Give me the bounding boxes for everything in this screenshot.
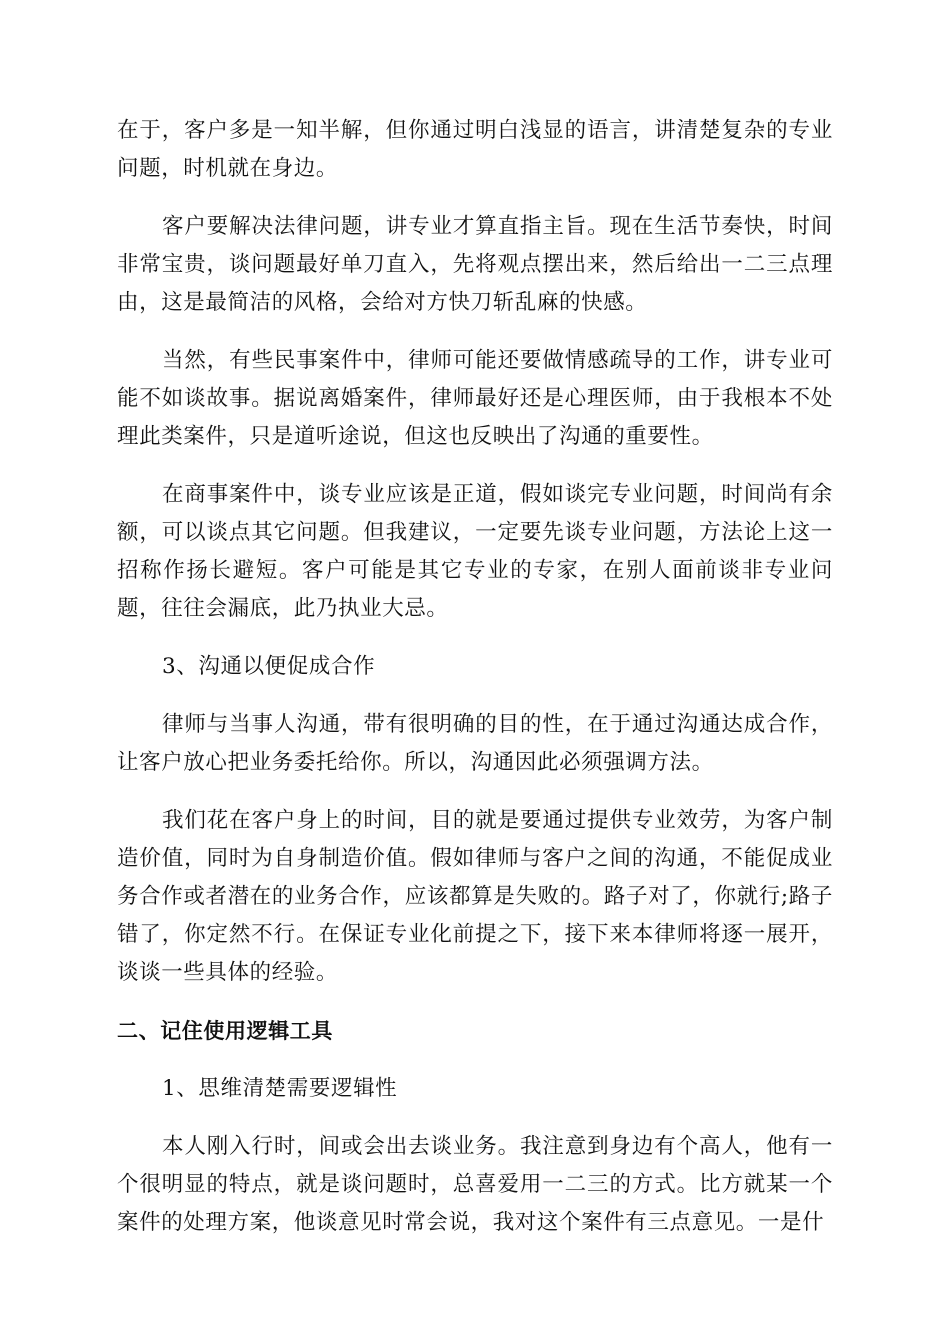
section-heading-logic-tools: 二、记住使用逻辑工具 xyxy=(117,1019,333,1043)
paragraph-communication-purpose: 律师与当事人沟通，带有很明确的目的性，在于通过沟通达成合作，让客户放心把业务委托给你。所以，沟通因此必须强调方法。 xyxy=(117,712,833,775)
paragraph-time-with-clients: 我们花在客户身上的时间，目的就是要通过提供专业效劳，为客户制造价值，同时为自身制造价值。假如律师与客户之间的沟通，不能促成业务合作或者潜在的业务合作，应该都算是失败的。路子对了，你就行;路子错了，你定然不行。在保证专业化前提之下，接下来本律师将逐一展开，谈谈一些具体的经验。 xyxy=(117,808,833,985)
subheading-communication-cooperation: 3、沟通以便促成合作 xyxy=(162,654,376,679)
paragraph-civil-cases: 当然，有些民事案件中，律师可能还要做情感疏导的工作，讲专业可能不如谈故事。据说离婚案件，律师最好还是心理医师，由于我根本不处理此类案件，只是道听途说，但这也反映出了沟通的重要性。 xyxy=(117,348,833,449)
paragraph-early-career: 本人刚入行时，间或会出去谈业务。我注意到身边有个高人，他有一个很明显的特点，就是谈问题时，总喜爱用一二三的方式。比方就某一个案件的处理方案，他谈意见时常会说，我对这个案件有三点意见。一是什 xyxy=(117,1134,833,1235)
subheading-clear-thinking: 1、思维清楚需要逻辑性 xyxy=(162,1076,398,1101)
paragraph-commercial-cases: 在商事案件中，谈专业应该是正道，假如谈完专业问题，时间尚有余额，可以谈点其它问题。但我建议，一定要先谈专业问题，方法论上这一招称作扬长避短。客户可能是其它专业的专家，在别人面前谈非专业问题，往往会漏底，此乃执业大忌。 xyxy=(117,482,833,621)
paragraph-get-to-the-point: 客户要解决法律问题，讲专业才算直指主旨。现在生活节奏快，时间非常宝贵，谈问题最好单刀直入，先将观点摆出来，然后给出一二三点理由，这是最简洁的风格，会给对方快刀斩乱麻的快感。 xyxy=(117,214,833,315)
paragraph-continuation: 在于，客户多是一知半解，但你通过明白浅显的语言，讲清楚复杂的专业问题，时机就在身边。 xyxy=(117,118,833,181)
